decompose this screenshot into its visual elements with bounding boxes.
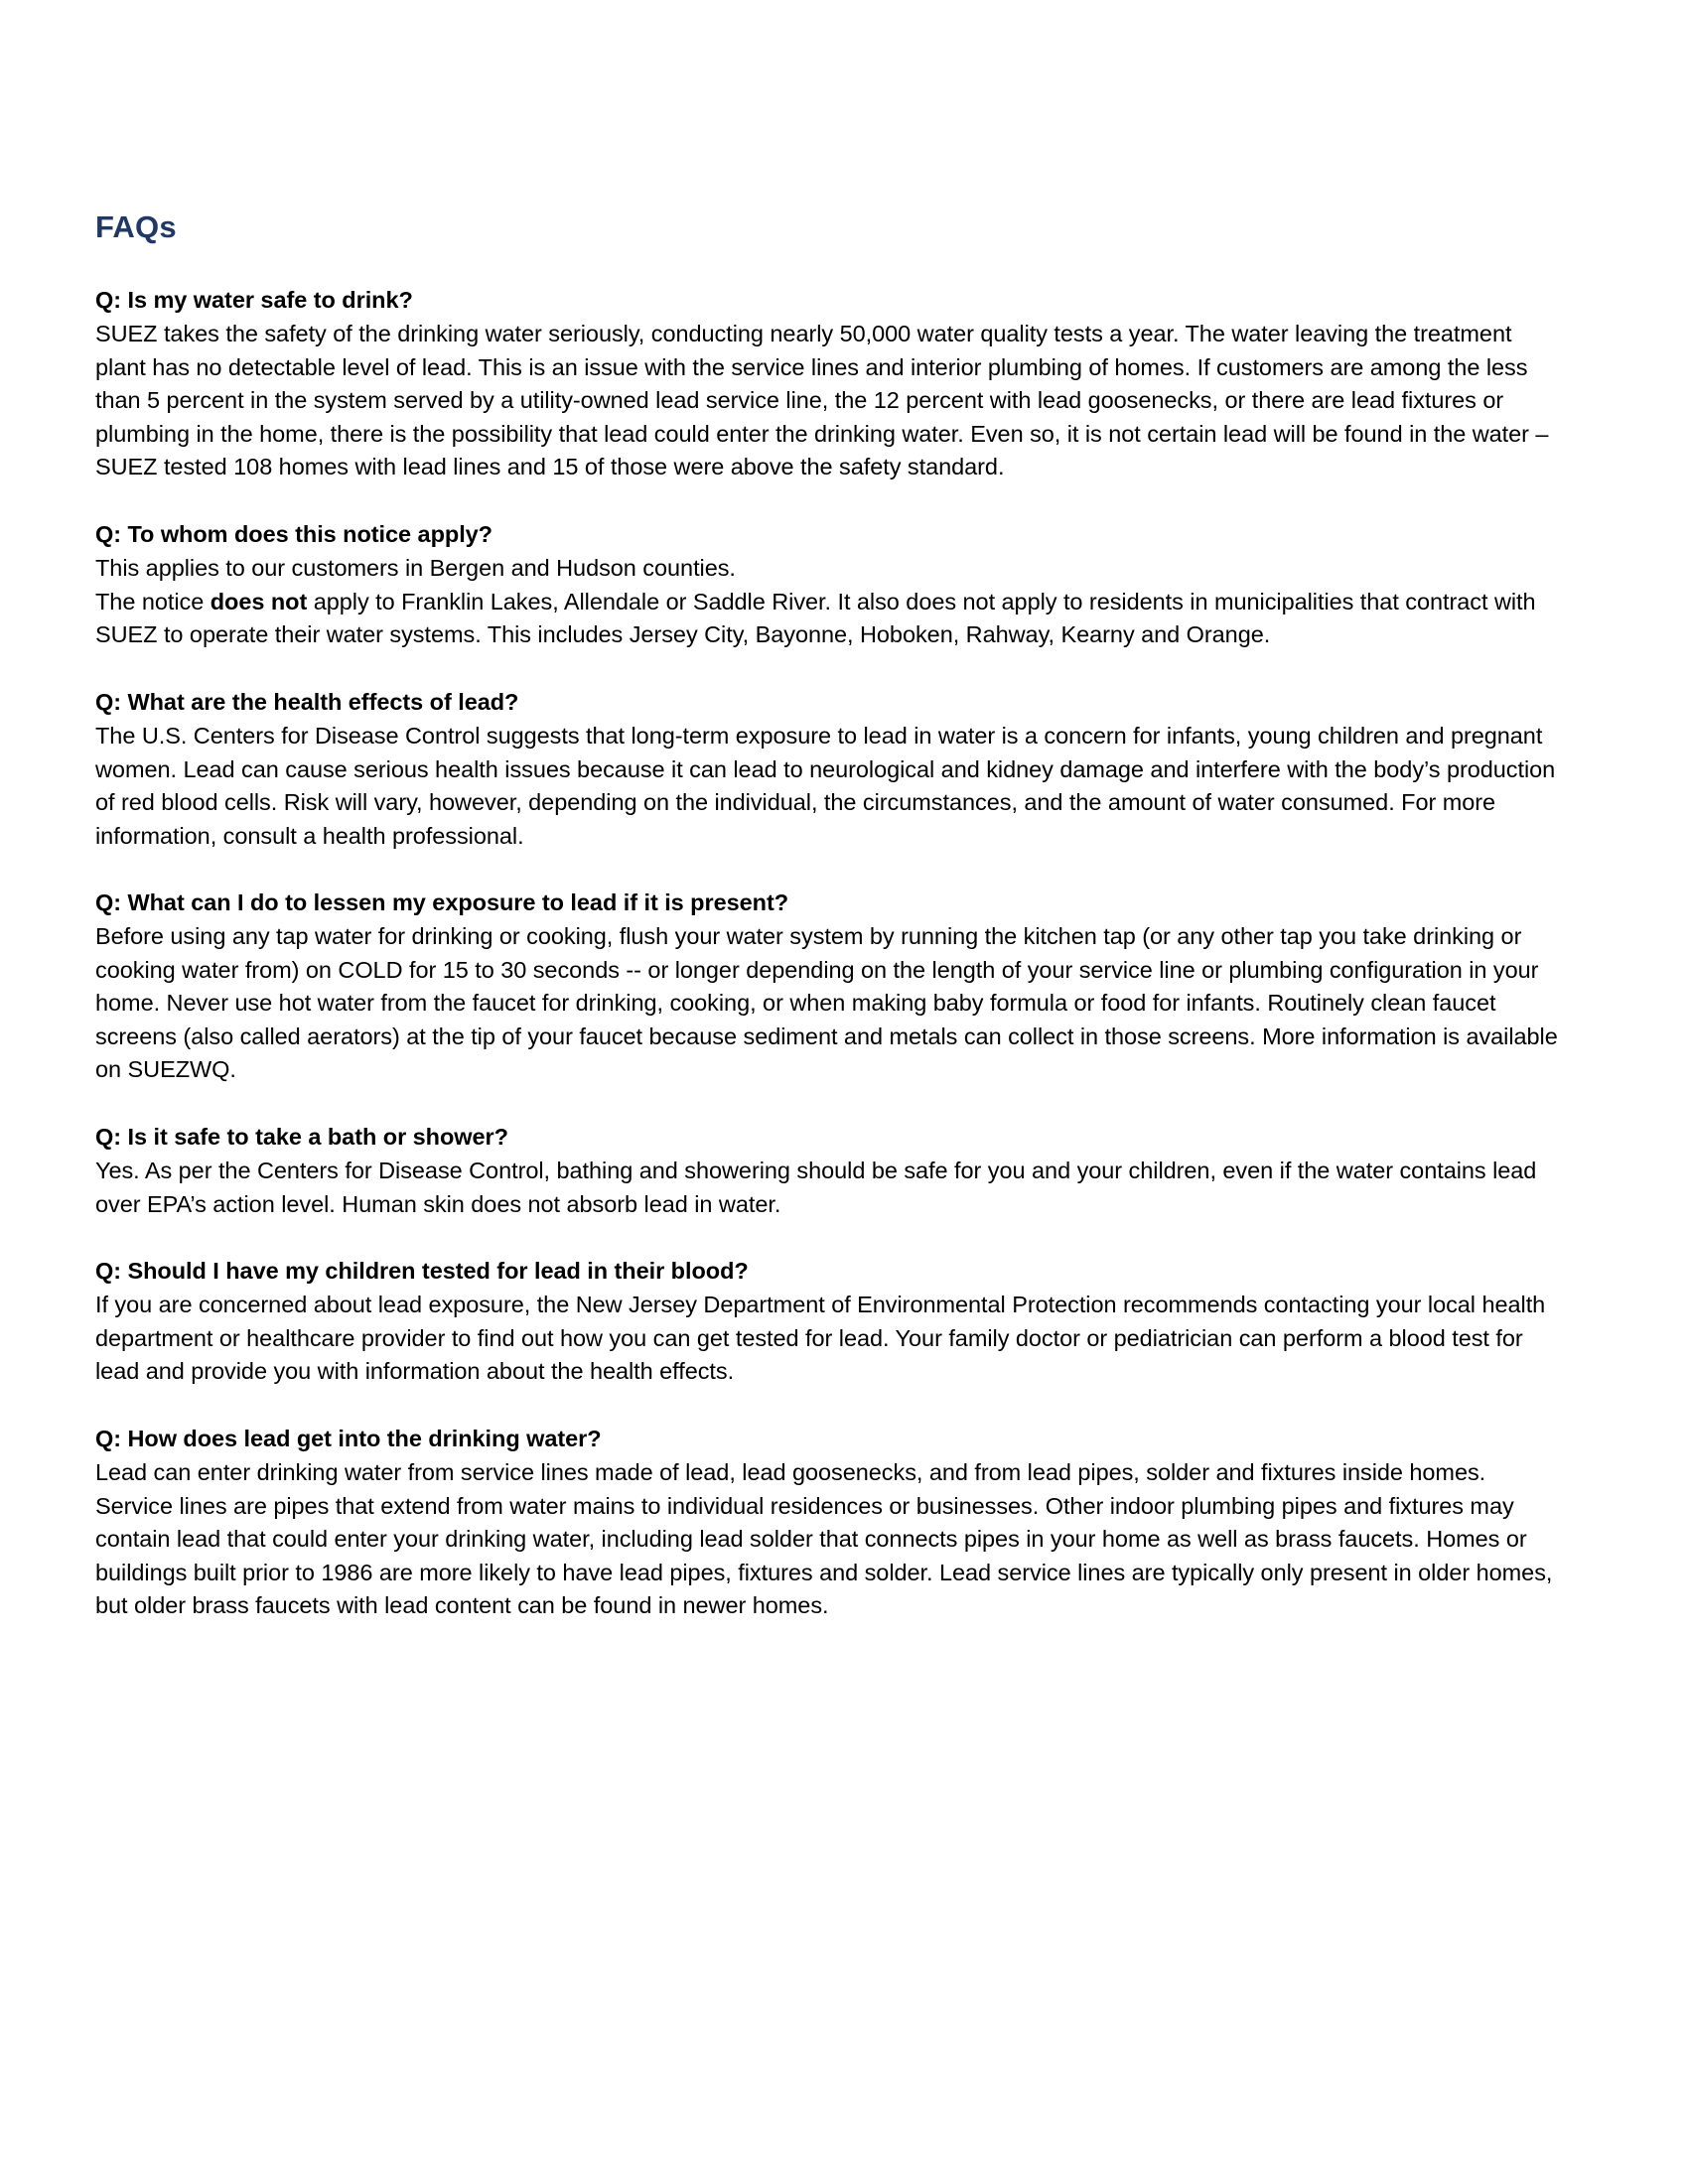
faq-answer-secondary — [95, 586, 1564, 652]
faq-item-blood-test — [95, 1255, 1564, 1389]
faq-question: Q: What are the health effects of lead? — [95, 688, 519, 715]
faq-answer-text-pre: The notice — [95, 588, 211, 614]
faq-answer: Yes. As per the Centers for Disease Control, bathing and showering should be safe for you and your children, even if the water contains lead over EPA’s action level. Human skin does not absorb lead in water. — [95, 1158, 1537, 1217]
faq-item-bath-shower — [95, 1121, 1564, 1221]
faq-answer: Lead can enter drinking water from service lines made of lead, lead goosenecks, and from lead pipes, solder and fixtures inside homes. Service lines are pipes that extend from water mains to individual residences or businesses. Other indoor plumbing pipes and fixtures may contain lead that could enter your drinking water, including lead solder that connects pipes in your home as well as brass faucets. Homes or buildings built prior to 1986 are more likely to have lead pipes, fixtures and solder. Lead service lines are typically only present in older homes, but older brass faucets with lead content can be found in newer homes. — [95, 1459, 1553, 1619]
faq-answer-emphasis: does not — [210, 588, 308, 614]
faq-question: Q: What can I do to lessen my exposure to lead if it is present? — [95, 888, 789, 915]
faq-answer: If you are concerned about lead exposure, the New Jersey Department of Environmental Protection recommends contacting your local health department or healthcare provider to find out how you can get tested for lead. Your family doctor or pediatrician can perform a blood test for lead and provide you with information about the health effects. — [95, 1292, 1546, 1385]
faq-answer: This applies to our customers in Bergen and Hudson counties. — [95, 555, 736, 582]
faq-question: Q: How does lead get into the drinking water? — [95, 1425, 602, 1451]
faq-question: Q: Is it safe to take a bath or shower? — [95, 1123, 508, 1150]
faq-answer: Before using any tap water for drinking or cooking, flush your water system by running the kitchen tap (or any other tap you take drinking or cooking water from) on COLD for 15 to 30 seconds -- or longer depending on the length of your service line or plumbing configuration in your home. Never use hot water from the faucet for drinking, cooking, or when making baby formula or food for infants. Routinely clean faucet screens (also called aerators) at the tip of your faucet because sediment and metals can collect in those screens. More information is available on SUEZWQ. — [95, 923, 1558, 1083]
faq-answer: SUEZ takes the safety of the drinking water seriously, conducting nearly 50,000 water quality tests a year. The water leaving the treatment plant has no detectable level of lead. This is an issue with the service lines and interior plumbing of homes. If customers are among the less than 5 percent in the system served by a utility-owned lead service line, the 12 percent with lead goosenecks, or there are lead fixtures or plumbing in the home, there is the possibility that lead could enter the drinking water. Even so, it is not certain lead will be found in the water – SUEZ tested 108 homes with lead lines and 15 of those were above the safety standard. — [95, 321, 1549, 480]
faq-item-lessen-exposure — [95, 887, 1564, 1087]
faq-answer-text-post: apply to Franklin Lakes, Allendale or Saddle River. It also does not apply to residents in municipalities that contract with SUEZ to operate their water systems. This includes Jersey City, Bayonne, Hoboken, Rahway, Kearny and Orange. — [95, 588, 1536, 648]
faq-question: Q: To whom does this notice apply? — [95, 520, 492, 547]
faq-item-water-safe — [95, 284, 1564, 484]
faq-list — [95, 284, 1564, 1623]
page-title: FAQs — [95, 209, 177, 244]
faq-question: Q: Should I have my children tested for lead in their blood? — [95, 1258, 749, 1285]
faq-question: Q: Is my water safe to drink? — [95, 287, 413, 314]
faq-item-health-effects — [95, 686, 1564, 853]
faq-answer: The U.S. Centers for Disease Control suggests that long-term exposure to lead in water is a concern for infants, young children and pregnant women. Lead can cause serious health issues because it can lead to neurological and kidney damage and interfere with the body’s production of red blood cells. Risk will vary, however, depending on the individual, the circumstances, and the amount of water consumed. For more information, consult a health professional. — [95, 723, 1556, 849]
faq-item-lead-source — [95, 1423, 1564, 1623]
faq-item-notice-apply — [95, 518, 1564, 652]
